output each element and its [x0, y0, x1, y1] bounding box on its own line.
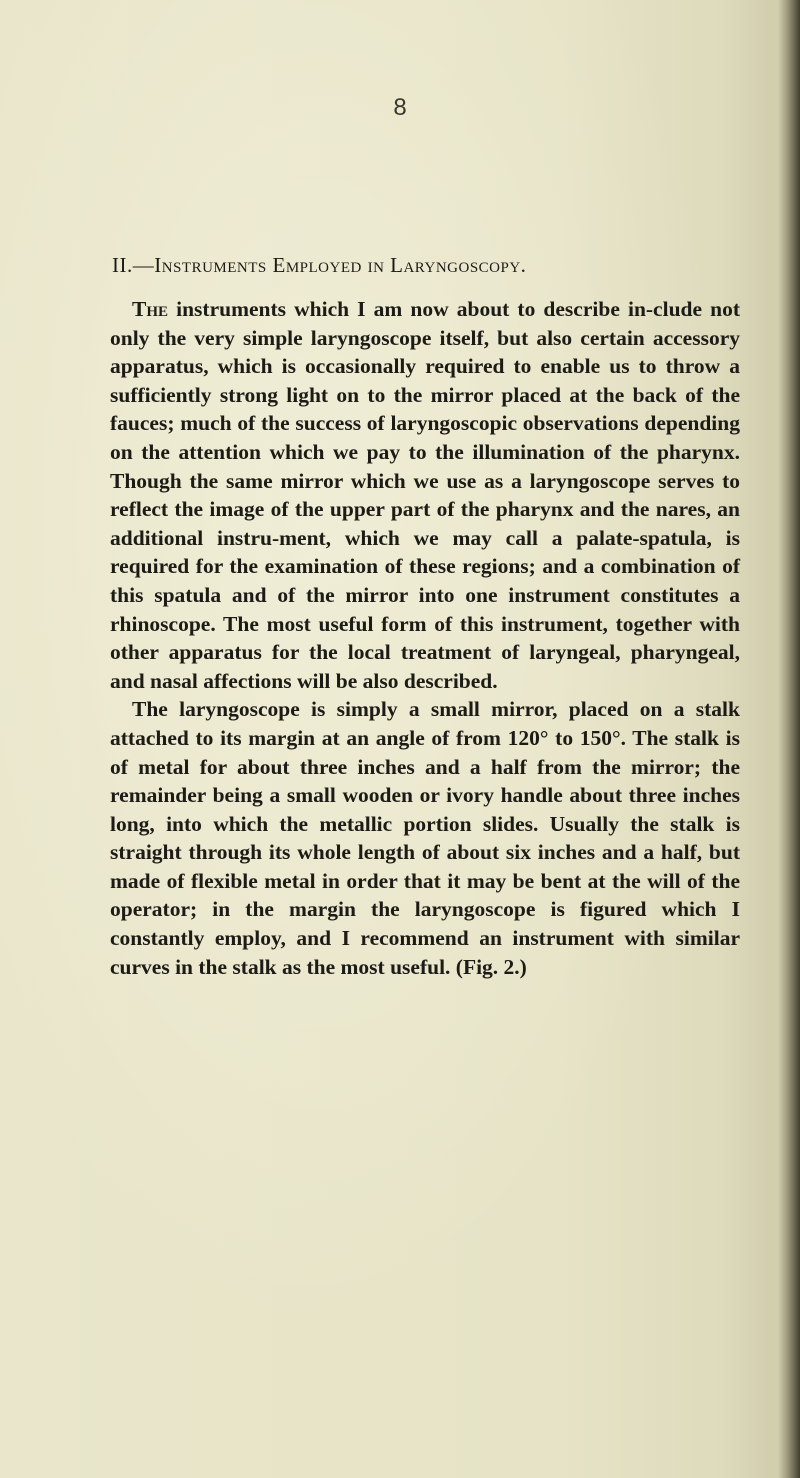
body-text: [110, 295, 740, 981]
paragraph-2: The laryngoscope is simply a small mirror, placed on a stalk attached to its margin at an angle of from 120° to 150°. The stalk is of metal for about three inches and a half from the mirror; the remainder being a small wooden or ivory handle about three inches long, into which the metallic portion slides. Usually the stalk is straight through its whole length of about six inches and a half, but made of flexible metal in order that it may be bent at the will of the operator; in the margin the laryngoscope is figured which I constantly employ, and I recommend an instrument with similar curves in the stalk as the most useful. (Fig. 2.): [110, 697, 740, 979]
paragraph-1-text: instruments which I am now about to describe in-clude not only the very simple laryngoscope itself, but also certain accessory apparatus, which is occasionally required to enable us to throw a sufficiently strong light on to the mirror placed at the back of the fauces; much of the success of laryngoscopic observations depending on the attention which we pay to the illumination of the pharynx. Though the same mirror which we use as a laryngoscope serves to reflect the image of the upper part of the pharynx and the nares, an additional instru-ment, which we may call a palate-spatula, is required for the examination of these regions; and a combination of this spatula and of the mirror into one instrument constitutes a rhinoscope. The most useful form of this instrument, together with other apparatus for the local treatment of laryngeal, pharyngeal, and nasal affections will be also described.: [110, 297, 740, 693]
section-heading: II.—Instruments Employed in Laryngoscopy.: [112, 253, 527, 277]
page-number: 8: [393, 94, 407, 121]
paragraph-1-lead: The: [132, 297, 169, 321]
paragraph-1: [110, 295, 740, 695]
page-edge-shadow: [778, 0, 800, 1478]
